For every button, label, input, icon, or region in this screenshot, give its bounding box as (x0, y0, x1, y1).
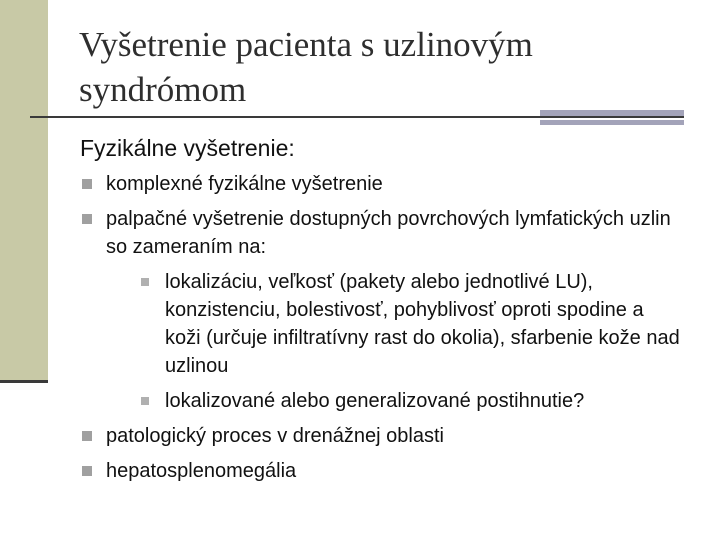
slide-subheading: Fyzikálne vyšetrenie: (80, 135, 295, 161)
sub-bullet-text: lokalizované alebo generalizované postihnutie? (165, 390, 585, 412)
square-bullet-icon (141, 397, 149, 405)
bullet-list (80, 170, 680, 492)
sub-bullet-list (106, 268, 680, 415)
bullet-text: hepatosplenomegália (106, 460, 297, 482)
square-bullet-icon (141, 278, 149, 286)
bullet-item (80, 205, 680, 415)
bullet-text: patologický proces v drenážnej oblasti (106, 425, 444, 447)
bullet-item (80, 170, 680, 198)
sidebar-accent-bar (0, 0, 48, 383)
bullet-item (80, 457, 680, 485)
square-bullet-icon (82, 466, 92, 476)
square-bullet-icon (82, 214, 92, 224)
sub-bullet-item (106, 387, 680, 415)
square-bullet-icon (82, 431, 92, 441)
title-rule-accent-lower (540, 120, 684, 125)
bullet-item (80, 422, 680, 450)
sub-bullet-item (106, 268, 680, 380)
bullet-text: palpačné vyšetrenie dostupných povrchových lymfatických uzlin so zameraním na: (106, 208, 671, 258)
title-divider (30, 116, 684, 118)
sub-bullet-text: lokalizáciu, veľkosť (pakety alebo jednotlivé LU), konzistenciu, bolestivosť, pohyblivosť oproti spodine a koži (určuje infiltratívny rast do okolia), sfarbenie kože nad uzlinou (165, 271, 680, 377)
bullet-text: komplexné fyzikálne vyšetrenie (106, 173, 383, 195)
slide-title: Vyšetrenie pacienta s uzlinovým syndrómom (79, 25, 533, 109)
sidebar-underline (0, 380, 48, 383)
square-bullet-icon (82, 179, 92, 189)
